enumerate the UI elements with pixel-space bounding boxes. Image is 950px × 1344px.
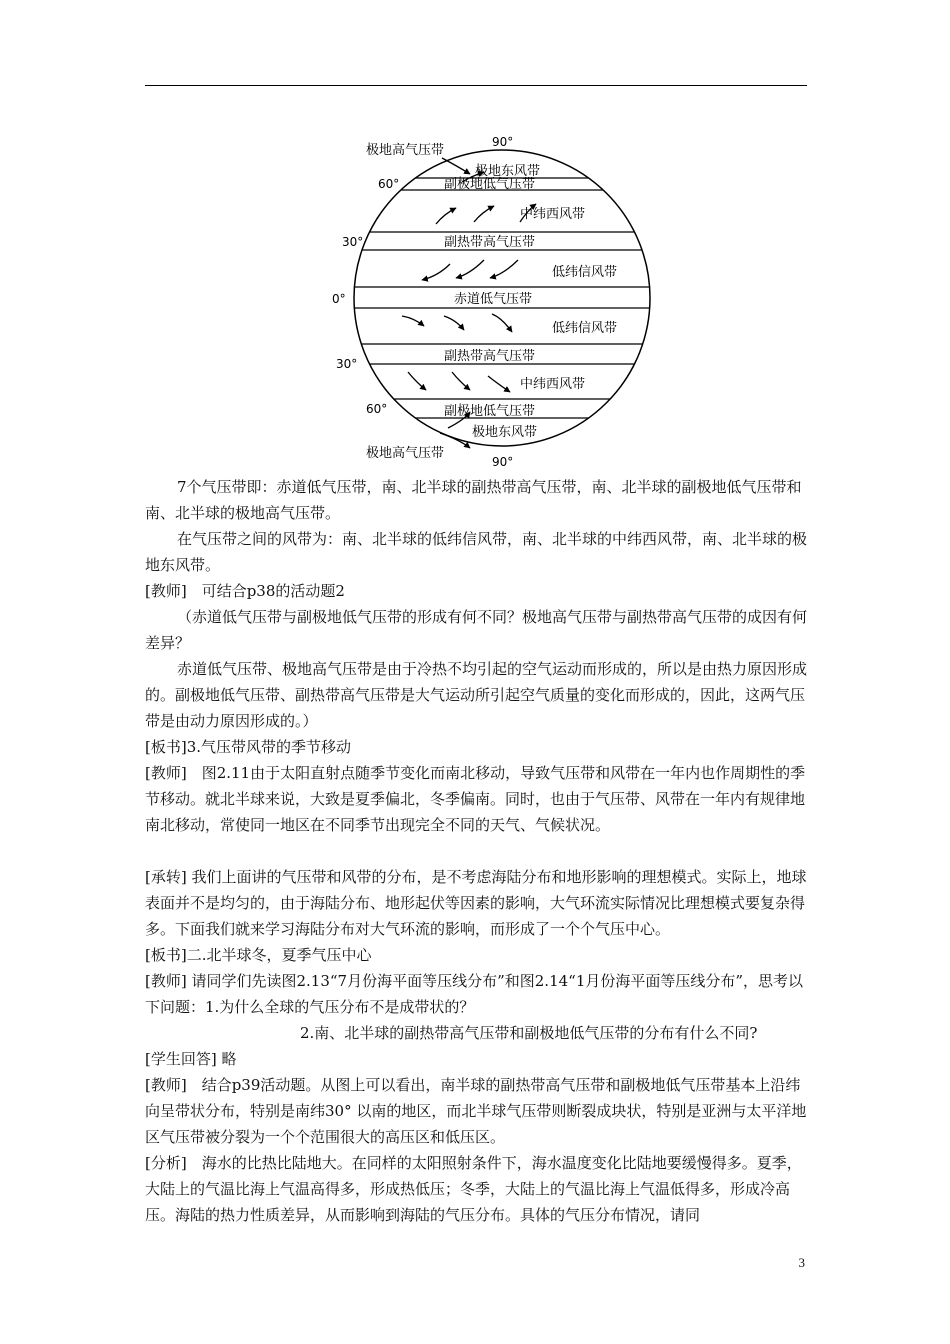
latitude-label: 30° — [336, 357, 358, 371]
paragraph: [教师] 可结合p38的活动题2 — [145, 582, 345, 600]
belt-label: 中纬西风带 — [520, 377, 586, 392]
belt-label: 极地高气压带 — [366, 143, 445, 158]
page-number: 3 — [798, 1255, 805, 1270]
belt-label: 极地东风带 — [472, 425, 538, 440]
wind-arrow — [440, 433, 470, 448]
paragraph: 赤道低气压带、极地高气压带是由于冷热不均引起的空气运动而形成的，所以是由热力原因形成的。副极地低气压带、副热带高气压带是大气运动所引起空气质量的变化而形成的，因此，这两气压带是由动力原因形成的。） — [145, 660, 808, 730]
belt-label: 赤道低气压带 — [454, 292, 533, 307]
wind-arrow — [442, 158, 470, 174]
wind-arrow — [490, 260, 518, 278]
belt-label: 副热带高气压带 — [444, 235, 536, 250]
paragraph: [承转] 我们上面讲的气压带和风带的分布，是不考虑海陆分布和地形影响的理想模式。实际上，地球表面并不是均匀的，由于海陆分布、地形起伏等因素的影响，大气环流实际情况比理想模式要复杂得多。下面我们就来学习海陆分布对大气环流的影响，而形成了一个个气压中心。 — [145, 868, 807, 938]
paragraph: [教师] 图2.11由于太阳直射点随季节变化而南北移动，导致气压带和风带在一年内也作周期性的季节移动。就北半球来说，大致是夏季偏北，冬季偏南。同时，也由于气压带、风带在一年内有规律地南北移动，常使同一地区在不同季节出现完全不同的天气、气候状况。 — [145, 764, 806, 834]
paragraph: [板书]3.气压带风带的季节移动 — [145, 738, 352, 756]
paragraph-gap — [145, 838, 815, 864]
belt-label: 低纬信风带 — [552, 265, 618, 280]
wind-arrow — [422, 264, 450, 280]
paragraph: [教师] 请同学们先读图2.13“7月份海平面等压线分布”和图2.14“1月份海平面等压线分布”，思考以下问题：1.为什么全球的气压分布不是成带状的？ — [145, 972, 804, 1016]
pressure-belt-svg — [332, 128, 652, 473]
paragraph: [学生回答] 略 — [145, 1050, 237, 1068]
belt-label: 副热带高气压带 — [444, 349, 536, 364]
paragraph: 7个气压带即：赤道低气压带，南、北半球的副热带高气压带，南、北半球的副极地低气压带和南、北半球的极地高气压带。 — [145, 478, 802, 522]
wind-arrow — [492, 314, 512, 332]
latitude-label: 90° — [492, 135, 514, 149]
paragraph: [教师] 结合p39活动题。从图上可以看出，南半球的副热带高气压带和副极地低气压带基本上沿纬向呈带状分布，特别是南纬30° 以南的地区，而北半球气压带则断裂成块状，特别是亚洲与太平洋地区气压带被分裂为一个个范围很大的高压区和低压区。 — [145, 1076, 807, 1146]
paragraph: 在气压带之间的风带为：南、北半球的低纬信风带，南、北半球的中纬西风带，南、北半球的极地东风带。 — [145, 530, 808, 574]
wind-arrow — [436, 208, 456, 224]
paragraph: （赤道低气压带与副极地低气压带的形成有何不同？极地高气压带与副热带高气压带的成因有何差异？ — [145, 608, 808, 652]
document-body — [145, 474, 815, 1228]
belt-label: 副极地低气压带 — [444, 404, 536, 419]
belt-label: 极地高气压带 — [366, 446, 445, 461]
wind-arrow — [452, 372, 470, 390]
belt-label: 中纬西风带 — [520, 207, 586, 222]
paragraph: [分析] 海水的比热比陆地大。在同样的太阳照射条件下，海水温度变化比陆地要缓慢得多。夏季，大陆上的气温比海上气温高得多，形成热低压；冬季，大陆上的气温比海上气温低得多，形成冷高压。海陆的热力性质差异，从而影响到海陆的气压分布。具体的气压分布情况，请同 — [145, 1154, 802, 1224]
belt-label: 副极地低气压带 — [444, 177, 536, 192]
latitude-label: 0° — [332, 292, 346, 306]
latitude-label: 30° — [342, 235, 364, 249]
wind-arrow — [456, 260, 484, 278]
wind-arrow — [488, 376, 510, 392]
belt-label: 极地东风带 — [475, 164, 541, 179]
belt-label: 低纬信风带 — [552, 321, 618, 336]
wind-arrow — [444, 316, 464, 330]
latitude-label: 60° — [366, 402, 388, 416]
wind-arrow — [402, 316, 424, 326]
header-rule — [145, 85, 807, 86]
pressure-belt-diagram — [332, 128, 652, 473]
wind-arrow — [474, 206, 494, 222]
paragraph: [板书]二.北半球冬，夏季气压中心 — [145, 946, 372, 964]
latitude-label: 90° — [492, 455, 514, 469]
wind-arrow — [408, 372, 426, 390]
paragraph: 2.南、北半球的副热带高气压带和副极地低气压带的分布有什么不同? — [300, 1024, 758, 1042]
latitude-label: 60° — [378, 177, 400, 191]
